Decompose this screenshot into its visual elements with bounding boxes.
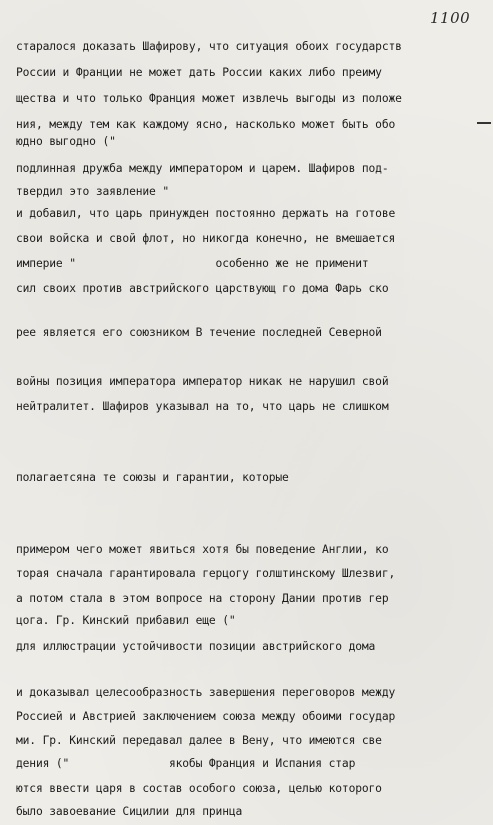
text-line: твердил это заявление ": [16, 185, 169, 198]
text-line: ми. Гр. Кинский передавал далее в Вену, что имеются све: [16, 734, 382, 747]
text-line: было завоевание Сицилии для принца: [16, 805, 243, 818]
text-line: щества и что только Франция может извлечь выгоды из положе: [16, 92, 402, 105]
text-line: примером чего может явиться хотя бы поведение Англии, ко: [16, 543, 389, 556]
text-line: нейтралитет. Шафиров указывал на то, что царь не слишком: [16, 400, 389, 413]
text-line: ются ввести царя в состав особого союза, целью которого: [16, 782, 382, 795]
text-line: империе " особенно же не применит: [16, 257, 369, 270]
text-line: юдно выгодно (": [16, 135, 116, 148]
text-line: рее является его союзником В течение последней Северной: [16, 326, 382, 339]
text-line: ния, между тем как каждому ясно, насколько может быть обо: [16, 118, 396, 131]
text-line: дения (" якобы Франция и Испания стар: [16, 757, 356, 770]
text-line: торая сначала гарантировала герцогу голштинскому Шлезвиг,: [16, 567, 396, 580]
text-line: цога. Гр. Кинский прибавил еще (": [16, 614, 236, 627]
text-line: полагаетсяна те союзы и гарантии, которые: [16, 471, 289, 484]
text-line: подлинная дружба между императором и царем. Шафиров под-: [16, 162, 389, 175]
text-line: старалося доказать Шафирову, что ситуация обоих государств: [16, 40, 402, 53]
text-line: Россией и Австрией заключением союза между обоими государ: [16, 710, 396, 723]
text-line: свои войска и свой флот, но никогда конечно, не вмешается: [16, 232, 396, 245]
text-line: и добавил, что царь принужден постоянно держать на готове: [16, 207, 396, 220]
text-line: войны позиция императора император никак не нарушил свой: [16, 375, 389, 388]
text-line: сил своих против австрийского царствующ го дома Фарь ско: [16, 282, 389, 295]
margin-mark: [477, 122, 491, 127]
text-line: России и Франции не может дать России каких либо преиму: [16, 66, 382, 79]
text-line: и доказывал целесообразность завершения переговоров между: [16, 686, 396, 699]
text-line: а потом стала в этом вопросе на сторону Дании против гер: [16, 592, 389, 605]
text-line: для иллюстрации устойчивости позиции австрийского дома: [16, 640, 376, 653]
page-number: 1100: [430, 9, 471, 27]
